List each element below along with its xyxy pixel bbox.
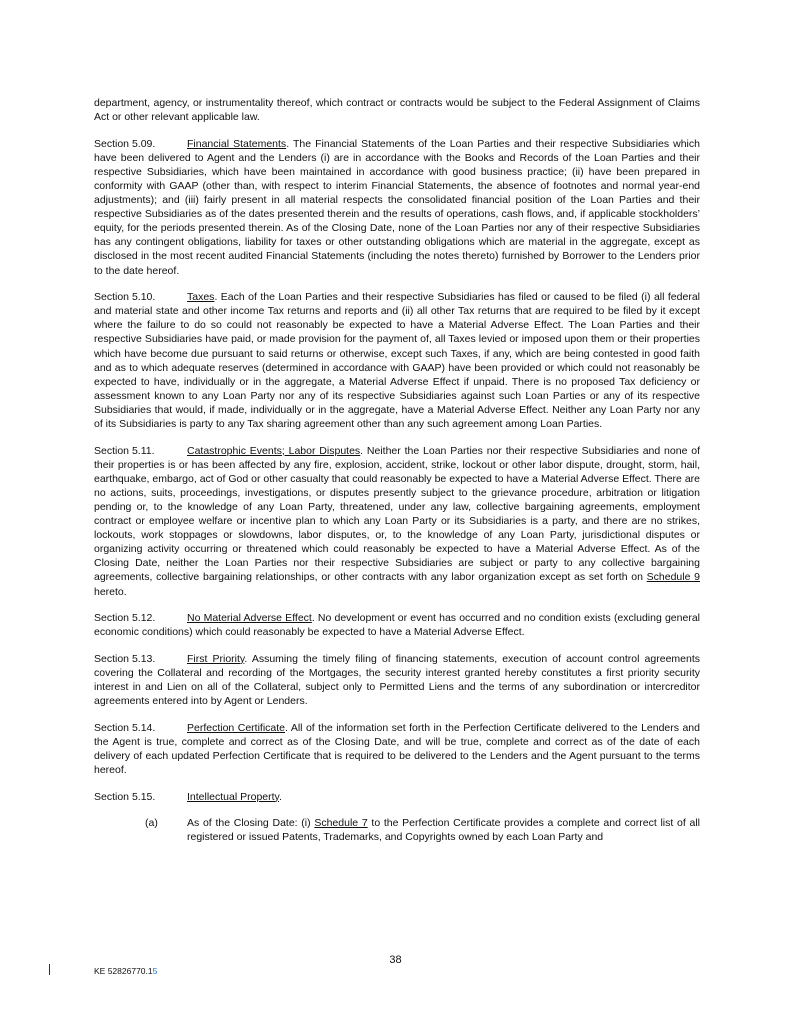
section-5-11 [94, 444, 700, 599]
section-text: . No development or event has occurred and no condition exists (excluding general economic conditions) which could reasonably be expected to have a Material Adverse Effect. [94, 612, 700, 639]
intro-paragraph: department, agency, or instrumentality thereof, which contract or contracts would be subject to the Federal Assignment of Claims Act or other relevant applicable law. [94, 97, 700, 124]
section-5-12 [94, 611, 700, 639]
subsection-label: (a) [145, 817, 158, 830]
section-number: Section 5.10. [94, 291, 156, 304]
section-number: Section 5.15. [94, 790, 156, 803]
section-number: Section 5.11. [94, 444, 155, 457]
document-body [94, 96, 700, 844]
section-number: Section 5.13. [94, 652, 156, 665]
page-number: 38 [389, 954, 402, 966]
schedule-reference: Schedule 9 [646, 571, 700, 584]
section-5-14 [94, 721, 700, 777]
section-number: Section 5.14. [94, 721, 156, 734]
section-text: . All of the information set forth in the Perfection Certificate delivered to the Lenders and the Agent is true, complete and correct as of the Closing Date, and will be true, complete and correct as of the date of each delivery of each updated Perfection Certificate that is required to be delivered to the Lenders and the Agent pursuant to the terms hereof. [94, 721, 700, 776]
section-title: Catastrophic Events; Labor Disputes [187, 444, 361, 457]
section-number: Section 5.12. [94, 612, 156, 625]
schedule-reference: Schedule 7 [314, 817, 368, 830]
section-5-10 [94, 290, 700, 431]
revision-old: 1 [147, 966, 153, 976]
section-text: . Assuming the timely filing of financing statements, execution of account control agreements covering the Collateral and recording of the Mortgages, the security interest granted hereby constitutes a first priority security interest in and Lien on all of the Collateral, subject only to Permitted Liens and the terms of any subordination or intercreditor agreements entered into by Agent or Lenders. [94, 652, 701, 708]
section-number: Section 5.09. [94, 137, 156, 150]
section-title: Perfection Certificate [187, 721, 286, 734]
section-text-tail: hereto. [94, 585, 127, 598]
section-title: No Material Adverse Effect [187, 612, 312, 625]
section-text: . Neither the Loan Parties nor their respective Subsidiaries and none of their properties is or has been affected by any fire, explosion, accident, strike, lockout or other labor dispute, drought, storm, hail, earthquake, embargo, act of God or other casualty that could reasonably be expected to have a Material Adverse Effect. There are no actions, suits, proceedings, investigations, or disputes presently subject to the grievance procedure, arbitration or litigation pending or, to the knowledge of any Loan Party, threatened, under any law, collective bargaining agreements, employment contract or employee welfare or incentive plan to which any Loan Party or its Subsidiaries is a party, and there are no strikes, lockouts, work stoppages or slowdowns, labor disputes, or, to the knowledge of any Loan Party, jurisdictional disputes or organizing activity occurring or threatened which could reasonably be expected to have a Material Adverse Effect. As of the Closing Date, neither the Loan Parties nor their respective Subsidiaries are subject or party to any collective bargaining agreements, collective bargaining relationships, or other contracts with any labor organization except as set forth on [94, 444, 701, 584]
section-title: Intellectual Property [187, 790, 280, 803]
section-5-13 [94, 652, 700, 708]
section-title: Taxes [187, 291, 215, 304]
section-5-09 [94, 137, 700, 278]
revision-new: 5 [152, 966, 158, 976]
document-id: KE 52826770.15 [94, 966, 158, 976]
change-bar [49, 964, 50, 975]
subsection-text: As of the Closing Date: (i) Schedule 7 to the Perfection Certificate provides a complete and correct list of all registered or issued Patents, Trademarks, and Copyrights owned by each Loan Party and [187, 817, 700, 844]
section-title: First Priority [187, 652, 245, 665]
section-text: . Each of the Loan Parties and their respective Subsidiaries has filed or caused to be filed (i) all federal and material state and other income Tax returns and reports and (ii) all other Tax returns that are required to be filed by it except where the failure to do so could not reasonably be expected to have a Material Adverse Effect. The Loan Parties and their respective Subsidiaries have paid, or made provision for the payment of, all Taxes levied or imposed upon them or their properties which have become due pursuant to said returns or otherwise, except such Taxes, if any, which are being contested in good faith and as to which adequate reserves (determined in accordance with GAAP) have been provided or which could not reasonably be expected to have, individually or in the aggregate, a Material Adverse Effect if unpaid. There is no proposed Tax deficiency or assessment known to any Loan Party nor any of its respective Subsidiaries against such Loan Parties or any of its respective Subsidiaries that would, if made, individually or in the aggregate, have a Material Adverse Effect. Neither any Loan Party nor any of its Subsidiaries is party to any Tax sharing agreement other than any such agreement among Loan Parties. [94, 291, 700, 430]
section-text: . [279, 790, 282, 803]
section-text: . The Financial Statements of the Loan Parties and their respective Subsidiaries which have been delivered to Agent and the Lenders (i) are in accordance with the Books and Records of the Loan Parties and their respective Subsidiaries, which have been maintained in accordance with good business practice; (ii) have been prepared in conformity with GAAP (other than, with respect to interim Financial Statements, the absence of footnotes and normal year-end adjustments); and (iii) fairly present in all material respects the consolidated financial position of the Loan Parties and their respective Subsidiaries as of the dates presented therein and the results of operations, cash flows, and, if applicable stockholders’ equity, for the periods presented therein. As of the Closing Date, none of the Loan Parties nor any of their respective Subsidiaries has any contingent obligations, liability for taxes or other outstanding obligations which are material in the aggregate, except as disclosed in the most recent audited Financial Statements (including the notes thereto) furnished by Borrower to the Lenders prior to the date hereof. [94, 137, 700, 277]
section-5-15 [94, 790, 700, 804]
subsection-a [145, 816, 700, 844]
section-title: Financial Statements [187, 137, 287, 150]
